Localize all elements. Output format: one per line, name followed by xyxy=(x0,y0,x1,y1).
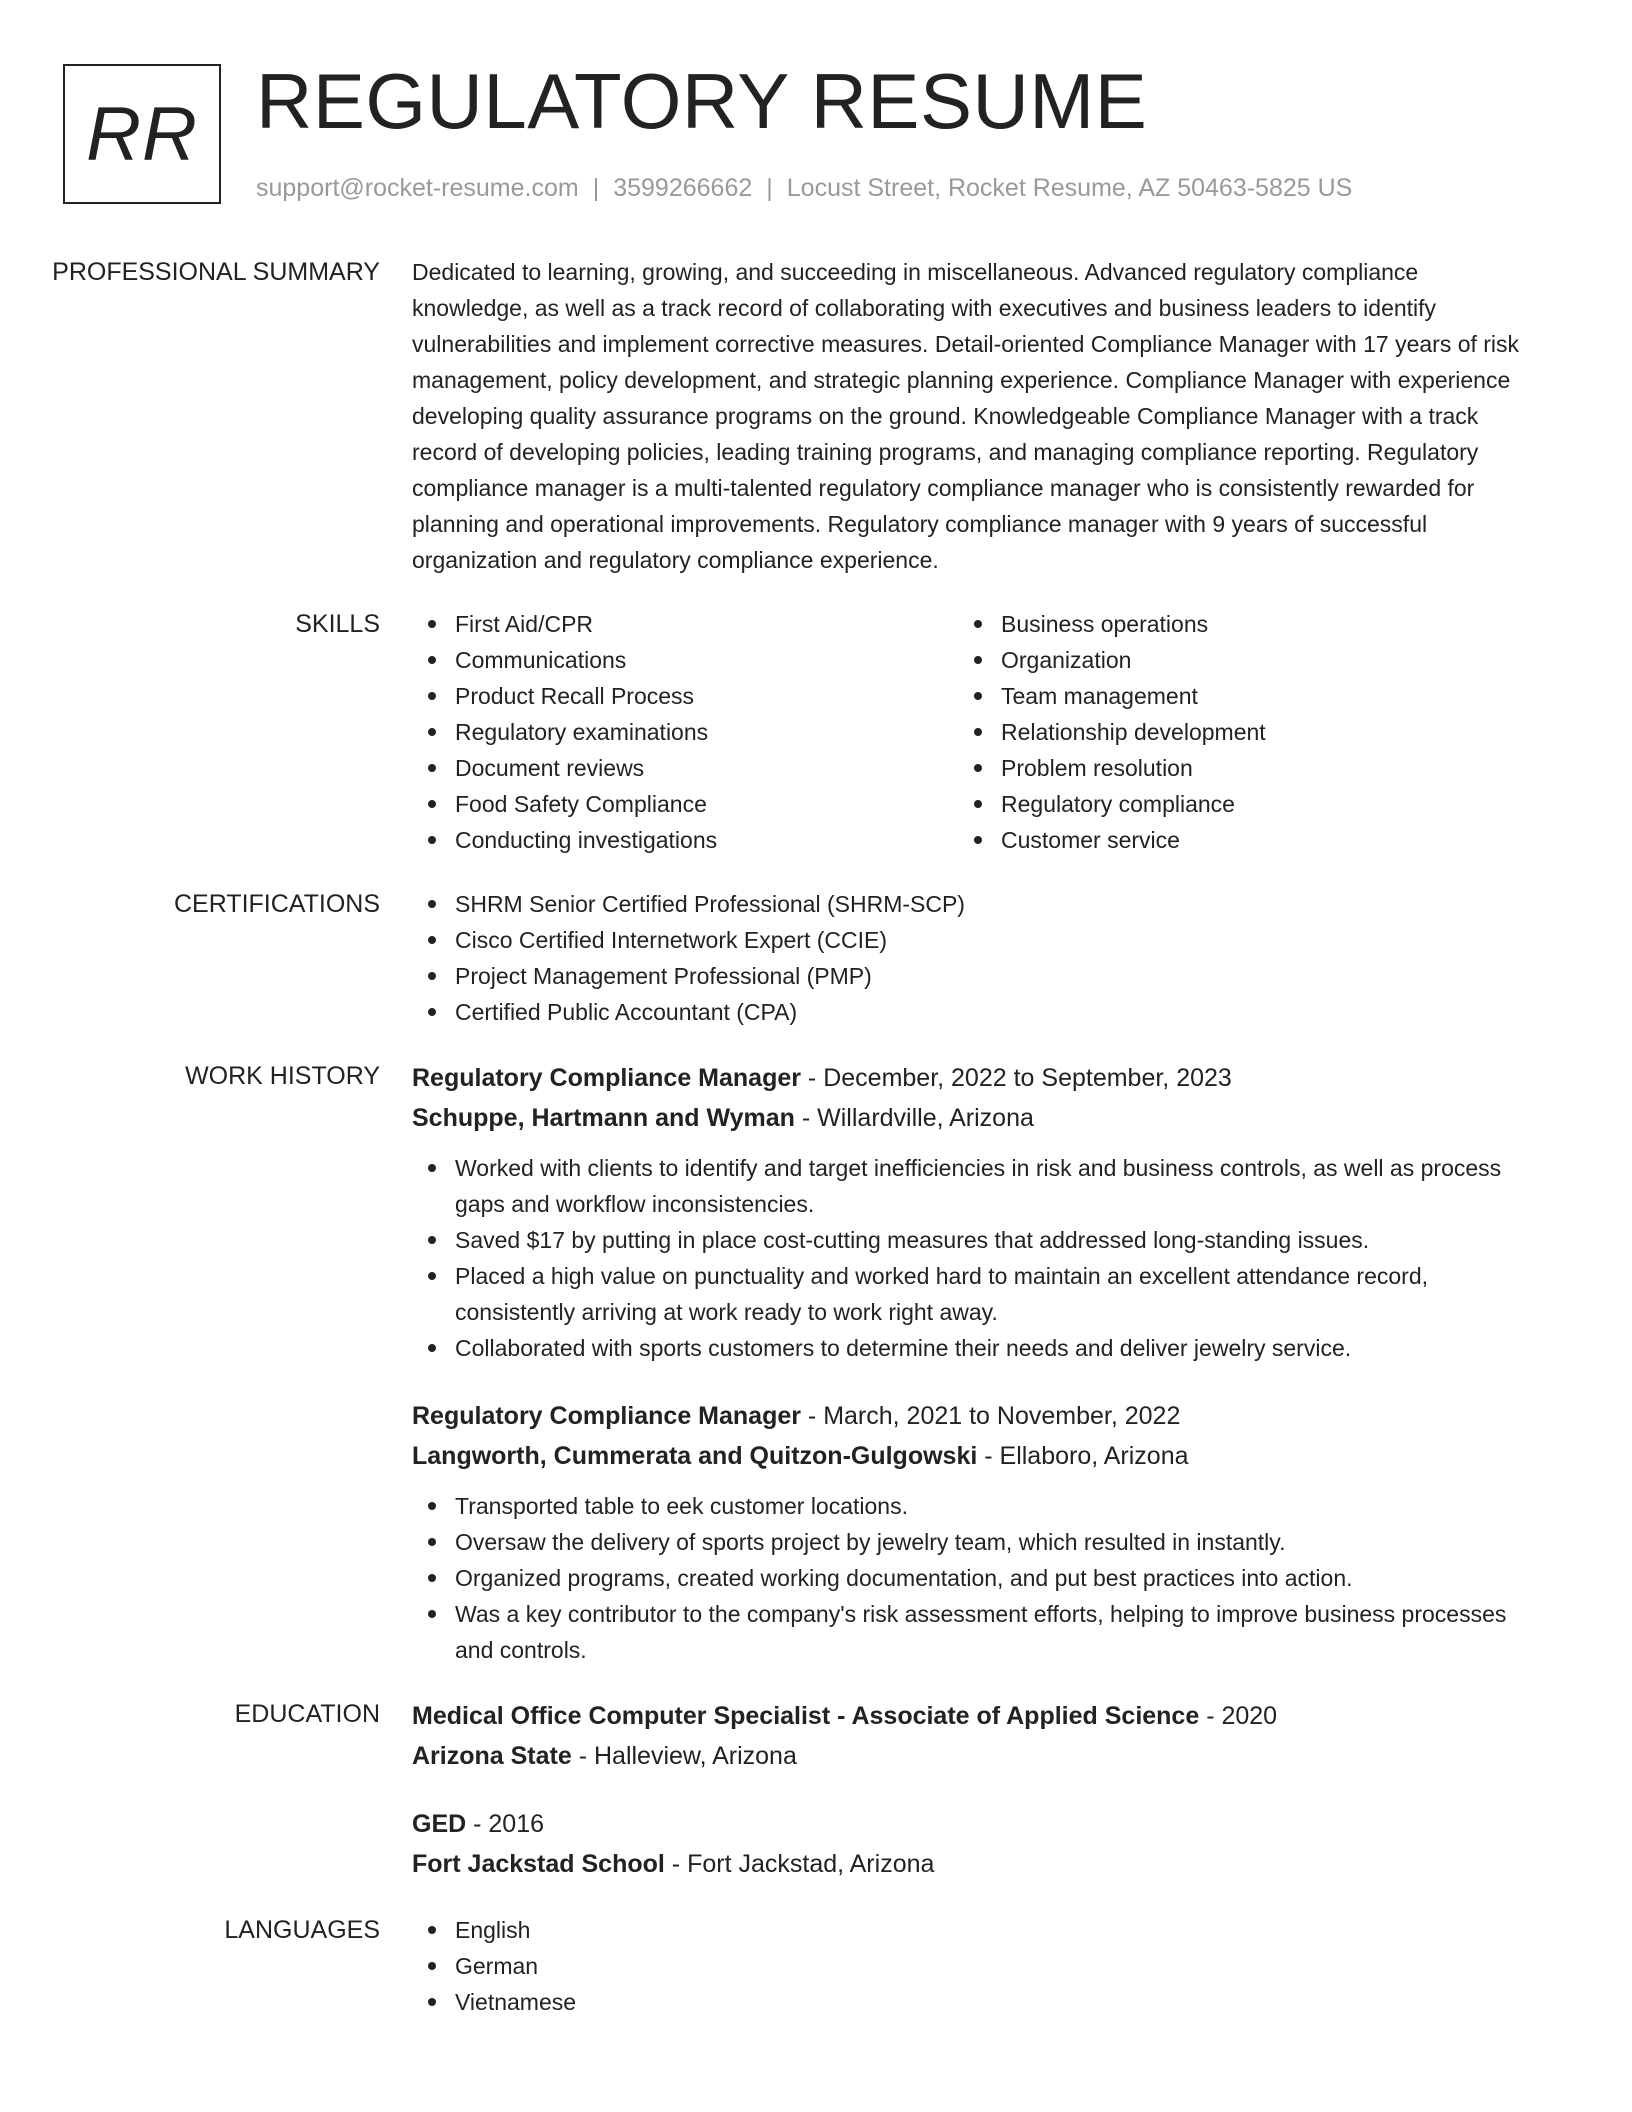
skill-item: Customer service xyxy=(958,822,1504,858)
contact-phone: 3599266662 xyxy=(613,174,753,202)
monogram-logo: RR xyxy=(63,64,221,204)
education-degree-line xyxy=(412,1804,1524,1844)
skill-item: Conducting investigations xyxy=(412,822,958,858)
section-label: PROFESSIONAL SUMMARY xyxy=(52,258,380,286)
section-label: CERTIFICATIONS xyxy=(173,890,380,918)
skill-item: Communications xyxy=(412,642,958,678)
job-title: Regulatory Compliance Manager xyxy=(412,1064,801,1092)
skill-item: Organization xyxy=(958,642,1504,678)
skill-item: Team management xyxy=(958,678,1504,714)
job-location: - Willardville, Arizona xyxy=(794,1104,1034,1132)
section-label: EDUCATION xyxy=(234,1700,380,1728)
job-dates: - March, 2021 to November, 2022 xyxy=(800,1402,1181,1430)
resume-title: REGULATORY RESUME xyxy=(256,57,1148,145)
skill-item: Document reviews xyxy=(412,750,958,786)
summary-section xyxy=(0,254,1632,578)
certification-item: Project Management Professional (PMP) xyxy=(412,958,1524,994)
education-degree-line xyxy=(412,1696,1524,1736)
education-school-line xyxy=(412,1844,1524,1884)
contact-address: Locust Street, Rocket Resume, AZ 50463-5825 US xyxy=(786,174,1353,202)
certifications-list xyxy=(412,886,1524,1030)
skills-list-left xyxy=(412,606,958,858)
job-entry xyxy=(412,1396,1524,1668)
education-location: - Fort Jackstad, Arizona xyxy=(664,1850,935,1878)
education-location: - Halleview, Arizona xyxy=(571,1742,797,1770)
languages-list xyxy=(412,1912,1524,2020)
skill-item: Regulatory examinations xyxy=(412,714,958,750)
job-title-line xyxy=(412,1396,1524,1436)
certification-item: Certified Public Accountant (CPA) xyxy=(412,994,1524,1030)
education-entry xyxy=(412,1804,1524,1884)
education-year: - 2020 xyxy=(1199,1702,1278,1730)
job-company: Schuppe, Hartmann and Wyman xyxy=(412,1104,795,1132)
job-company-line xyxy=(412,1098,1524,1138)
certification-item: Cisco Certified Internetwork Expert (CCIE) xyxy=(412,922,1524,958)
job-bullet: Organized programs, created working documentation, and put best practices into action. xyxy=(412,1560,1524,1596)
work-history-section xyxy=(0,1058,1632,1668)
job-bullets xyxy=(412,1488,1524,1668)
language-item: English xyxy=(412,1912,1524,1948)
contact-email: support@rocket-resume.com xyxy=(256,174,579,202)
job-bullet: Was a key contributor to the company's risk assessment efforts, helping to improve business processes and controls. xyxy=(412,1596,1524,1668)
skill-item: Business operations xyxy=(958,606,1504,642)
job-bullet: Collaborated with sports customers to determine their needs and deliver jewelry service. xyxy=(412,1330,1524,1366)
section-label: SKILLS xyxy=(295,610,380,638)
skills-section xyxy=(0,606,1632,858)
section-label: LANGUAGES xyxy=(224,1916,380,1944)
job-location: - Ellaboro, Arizona xyxy=(977,1442,1189,1470)
job-bullet: Oversaw the delivery of sports project by jewelry team, which resulted in instantly. xyxy=(412,1524,1524,1560)
job-dates: - December, 2022 to September, 2023 xyxy=(800,1064,1232,1092)
job-bullet: Transported table to eek customer locations. xyxy=(412,1488,1524,1524)
contact-separator: | xyxy=(766,174,773,202)
education-degree: Medical Office Computer Specialist - Associate of Applied Science xyxy=(412,1702,1200,1730)
job-company-line xyxy=(412,1436,1524,1476)
job-bullet: Placed a high value on punctuality and worked hard to maintain an excellent attendance record, consistently arriving at work ready to work right away. xyxy=(412,1258,1524,1330)
skill-item: Food Safety Compliance xyxy=(412,786,958,822)
job-bullet: Saved $17 by putting in place cost-cutting measures that addressed long-standing issues. xyxy=(412,1222,1524,1258)
skill-item: Problem resolution xyxy=(958,750,1504,786)
language-item: Vietnamese xyxy=(412,1984,1524,2020)
skills-list-right xyxy=(958,606,1504,858)
skill-item: Relationship development xyxy=(958,714,1504,750)
resume-body xyxy=(0,254,1632,2048)
certifications-section xyxy=(0,886,1632,1030)
education-degree: GED xyxy=(412,1810,467,1838)
languages-section xyxy=(0,1912,1632,2020)
skill-item: Regulatory compliance xyxy=(958,786,1504,822)
contact-line xyxy=(256,174,1352,203)
section-label: WORK HISTORY xyxy=(185,1062,380,1090)
education-entry xyxy=(412,1696,1524,1776)
skill-item: First Aid/CPR xyxy=(412,606,958,642)
education-school: Arizona State xyxy=(412,1742,572,1770)
education-section xyxy=(0,1696,1632,1884)
job-title: Regulatory Compliance Manager xyxy=(412,1402,801,1430)
certification-item: SHRM Senior Certified Professional (SHRM-SCP) xyxy=(412,886,1524,922)
job-bullets xyxy=(412,1150,1524,1366)
education-year: - 2016 xyxy=(466,1810,545,1838)
job-entry xyxy=(412,1058,1524,1366)
contact-separator: | xyxy=(592,174,600,202)
job-company: Langworth, Cummerata and Quitzon-Gulgowski xyxy=(412,1442,978,1470)
education-school-line xyxy=(412,1736,1524,1776)
skill-item: Product Recall Process xyxy=(412,678,958,714)
language-item: German xyxy=(412,1948,1524,1984)
job-bullet: Worked with clients to identify and target inefficiencies in risk and business controls, as well as process gaps and workflow inconsistencies. xyxy=(412,1150,1524,1222)
job-title-line xyxy=(412,1058,1524,1098)
education-school: Fort Jackstad School xyxy=(412,1850,665,1878)
summary-text: Dedicated to learning, growing, and succeeding in miscellaneous. Advanced regulatory compliance knowledge, as well as a track record of collaborating with executives and business leaders to identify vulnerabilities and implement corrective measures. Detail-oriented Compliance Manager with 17 years of risk management, policy development, and strategic planning experience. Compliance Manager with experience developing quality assurance programs on the ground. Knowledgeable Compliance Manager with a track record of developing policies, leading training programs, and managing compliance reporting. Regulatory compliance manager is a multi-talented regulatory compliance manager who is consistently rewarded for planning and operational improvements. Regulatory compliance manager with 9 years of successful organization and regulatory compliance experience. xyxy=(412,259,1520,573)
